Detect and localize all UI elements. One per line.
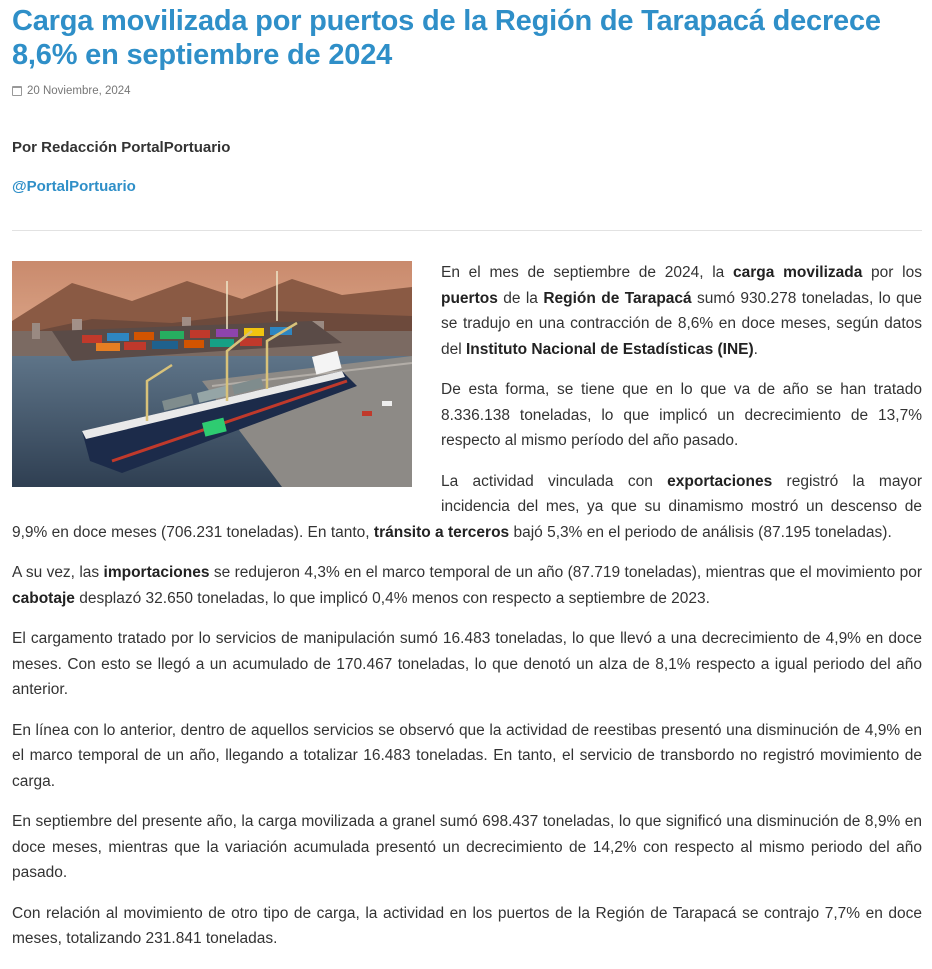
paragraph-5: El cargamento tratado por lo servicios de manipulación sumó 16.483 toneladas, lo que llevó a una decrecimiento de 4,9% en doce meses. Con esto se llegó a un acumulado de 170.467 toneladas, lo que denotó un alza de 8,1% respecto a igual periodo del año anterior. — [12, 630, 922, 698]
paragraph-2: De esta forma, se tiene que en lo que va de año se han tratado 8.336.138 toneladas, lo que implicó un decrecimiento de 13,7% respecto al mismo período del año pasado. — [441, 381, 922, 449]
paragraph-7: En septiembre del presente año, la carga movilizada a granel sumó 698.437 toneladas, lo que significó una disminución de 8,9% en doce meses, mientras que la variación acumulada presentó un decrecimiento de 14,2% con respecto al mismo periodo del año pasado. — [12, 813, 922, 881]
article-body — [12, 260, 922, 952]
date-text: 20 Noviembre, 2024 — [27, 85, 131, 97]
paragraph-3: La actividad vinculada con exportaciones registró la mayor incidencia del mes, ya que su dinamismo mostró un descenso de 9,9% en doce meses (706.231 toneladas). En tanto, tránsito a terceros bajó 5,3% en el periodo de análisis (87.195 toneladas). — [12, 472, 922, 541]
paragraph-6: En línea con lo anterior, dentro de aquellos servicios se observó que la actividad de reestibas presentó una disminución de 4,9% en el marco temporal de un año, llegando a totalizar 16.483 toneladas. En tanto, el servicio de transbordo no registró movimiento de carga. — [12, 721, 922, 790]
twitter-handle-link[interactable]: @PortalPortuario — [12, 178, 136, 195]
byline: Por Redacción PortalPortuario — [12, 139, 231, 156]
paragraph-4: A su vez, las importaciones se redujeron 4,3% en el marco temporal de un año (87.719 toneladas), mientras que el movimiento por cabotaje desplazó 32.650 toneladas, lo que implicó 0,4% menos con respecto a septiembre de 2023. — [12, 564, 923, 607]
calendar-icon — [12, 86, 22, 96]
paragraph-1: En el mes de septiembre de 2024, la carga movilizada por los puertos de la Región de Tarapacá sumó 930.278 toneladas, lo que se tradujo en una contracción de 8,6% en doce meses, según datos del Instituto Nacional de Estadísticas (INE). — [441, 264, 922, 358]
port-photo — [12, 261, 412, 487]
divider — [12, 230, 922, 231]
paragraph-8: Con relación al movimiento de otro tipo de carga, la actividad en los puertos de la Región de Tarapacá se contrajo 7,7% en doce meses, totalizando 231.841 toneladas. — [12, 904, 922, 947]
article-date — [12, 85, 922, 97]
article-image — [12, 261, 412, 487]
article-title: Carga movilizada por puertos de la Región de Tarapacá decrece 8,6% en septiembre de 2024 — [12, 5, 881, 71]
